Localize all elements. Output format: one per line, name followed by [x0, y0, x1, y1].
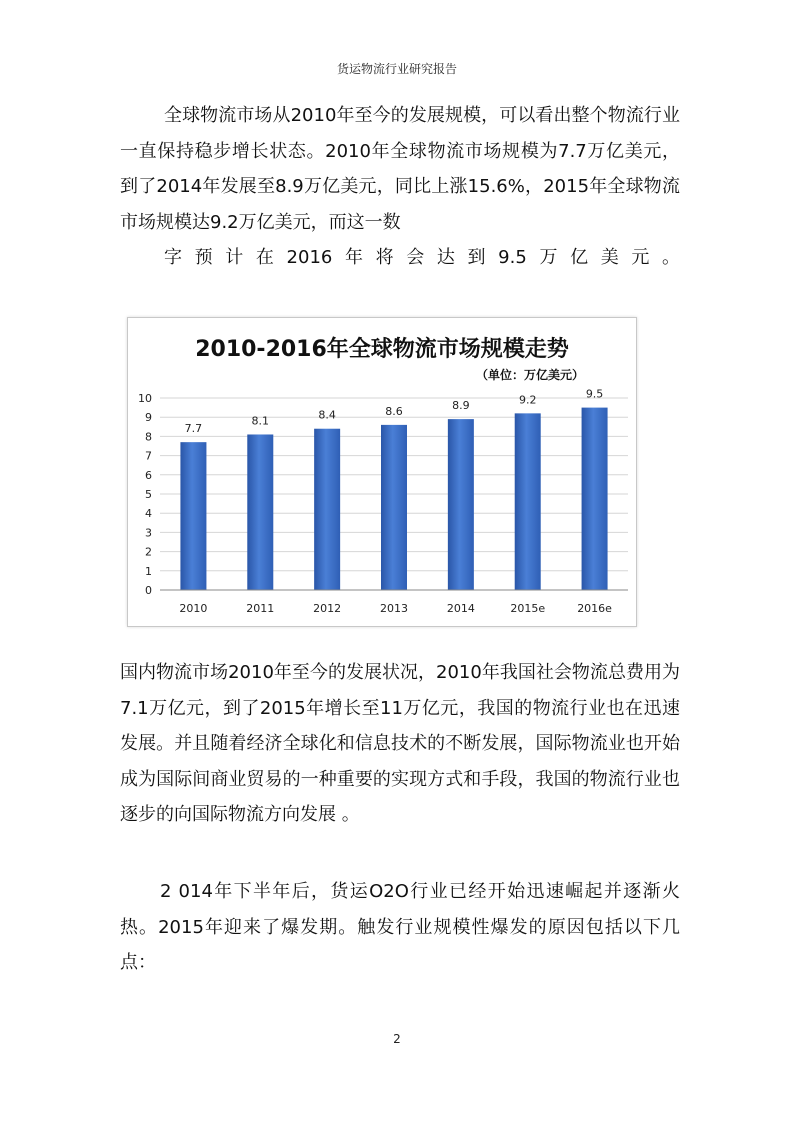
paragraph-domestic-market: 国内物流市场2010年至今的发展状况，2010年我国社会物流总费用为7.1万亿元，到了2015年增长至11万亿元，我国的物流行业也在迅速发展。并且随着经济全球化和信息技术的不断发展，国际物流业也开始成为国际间商业贸易的一种重要的实现方式和手段，我国的物流行业也逐步的向国际物流方向发展 。 [120, 662, 680, 825]
document-header: 货运物流行业研究报告 [336, 62, 457, 76]
chart-subtitle: （单位：万亿美元） [475, 368, 585, 382]
data-label-2010: 7.7 [184, 422, 203, 436]
y-tick-label: 3 [145, 526, 152, 540]
bar-2012 [314, 429, 340, 590]
bar-2014 [448, 419, 474, 590]
x-tick-label-2015e: 2015e [510, 602, 546, 615]
y-tick-label: 6 [145, 468, 152, 482]
page-number: 2 [393, 1032, 401, 1046]
bar-2011 [247, 434, 273, 590]
x-tick-label-2013: 2013 [380, 602, 408, 615]
y-tick-label: 4 [145, 507, 152, 521]
data-label-2014: 8.9 [452, 399, 470, 413]
x-tick-label-2016e: 2016e [577, 602, 612, 615]
y-tick-label: 0 [145, 584, 152, 597]
bar-2010 [180, 442, 206, 590]
chart-title: 2010-2016年全球物流市场规模走势 [195, 337, 569, 362]
y-tick-label: 7 [145, 449, 152, 463]
data-label-2013: 8.6 [385, 404, 403, 418]
x-tick-label-2011: 2011 [246, 602, 275, 615]
y-tick-label: 5 [145, 488, 152, 501]
data-label-2015e: 9.2 [518, 393, 537, 407]
x-tick-label-2014: 2014 [446, 602, 475, 615]
bar-chart [128, 318, 636, 626]
data-label-2011: 8.1 [251, 414, 270, 428]
data-label-2012: 8.4 [318, 408, 336, 422]
y-tick-label: 9 [145, 411, 152, 425]
data-label-2016e: 9.5 [585, 387, 604, 401]
paragraph-o2o-rise: 2 014年下半年后，货运O2O行业已经开始迅速崛起并逐渐火热。2015年迎来了爆发期。触发行业规模性爆发的原因包括以下几点： [120, 881, 680, 973]
x-tick-label-2012: 2012 [313, 602, 342, 615]
paragraph-global-market-last-line: 字预计在2016年将会达到9.5万亿美元。 [164, 247, 680, 268]
y-tick-label: 1 [145, 564, 152, 578]
bar-2013 [381, 425, 407, 590]
paragraph-global-market [120, 98, 680, 276]
paragraph-global-market-body: 全球物流市场从2010年至今的发展规模，可以看出整个物流行业一直保持稳步增长状态。2010年全球物流市场规模为7.7万亿美元，到了2014年发展至8.9万亿美元，同比上涨15.6%，2015年全球物流市场规模达9.2万亿美元，而这一数 [120, 105, 680, 233]
y-tick-label: 10 [138, 392, 152, 405]
bar-2015e [515, 413, 541, 590]
x-tick-label-2010: 2010 [179, 602, 208, 615]
y-tick-label: 2 [145, 545, 152, 559]
bar-2016e [582, 408, 608, 590]
chart-container [127, 317, 637, 627]
y-tick-label: 8 [145, 430, 152, 444]
